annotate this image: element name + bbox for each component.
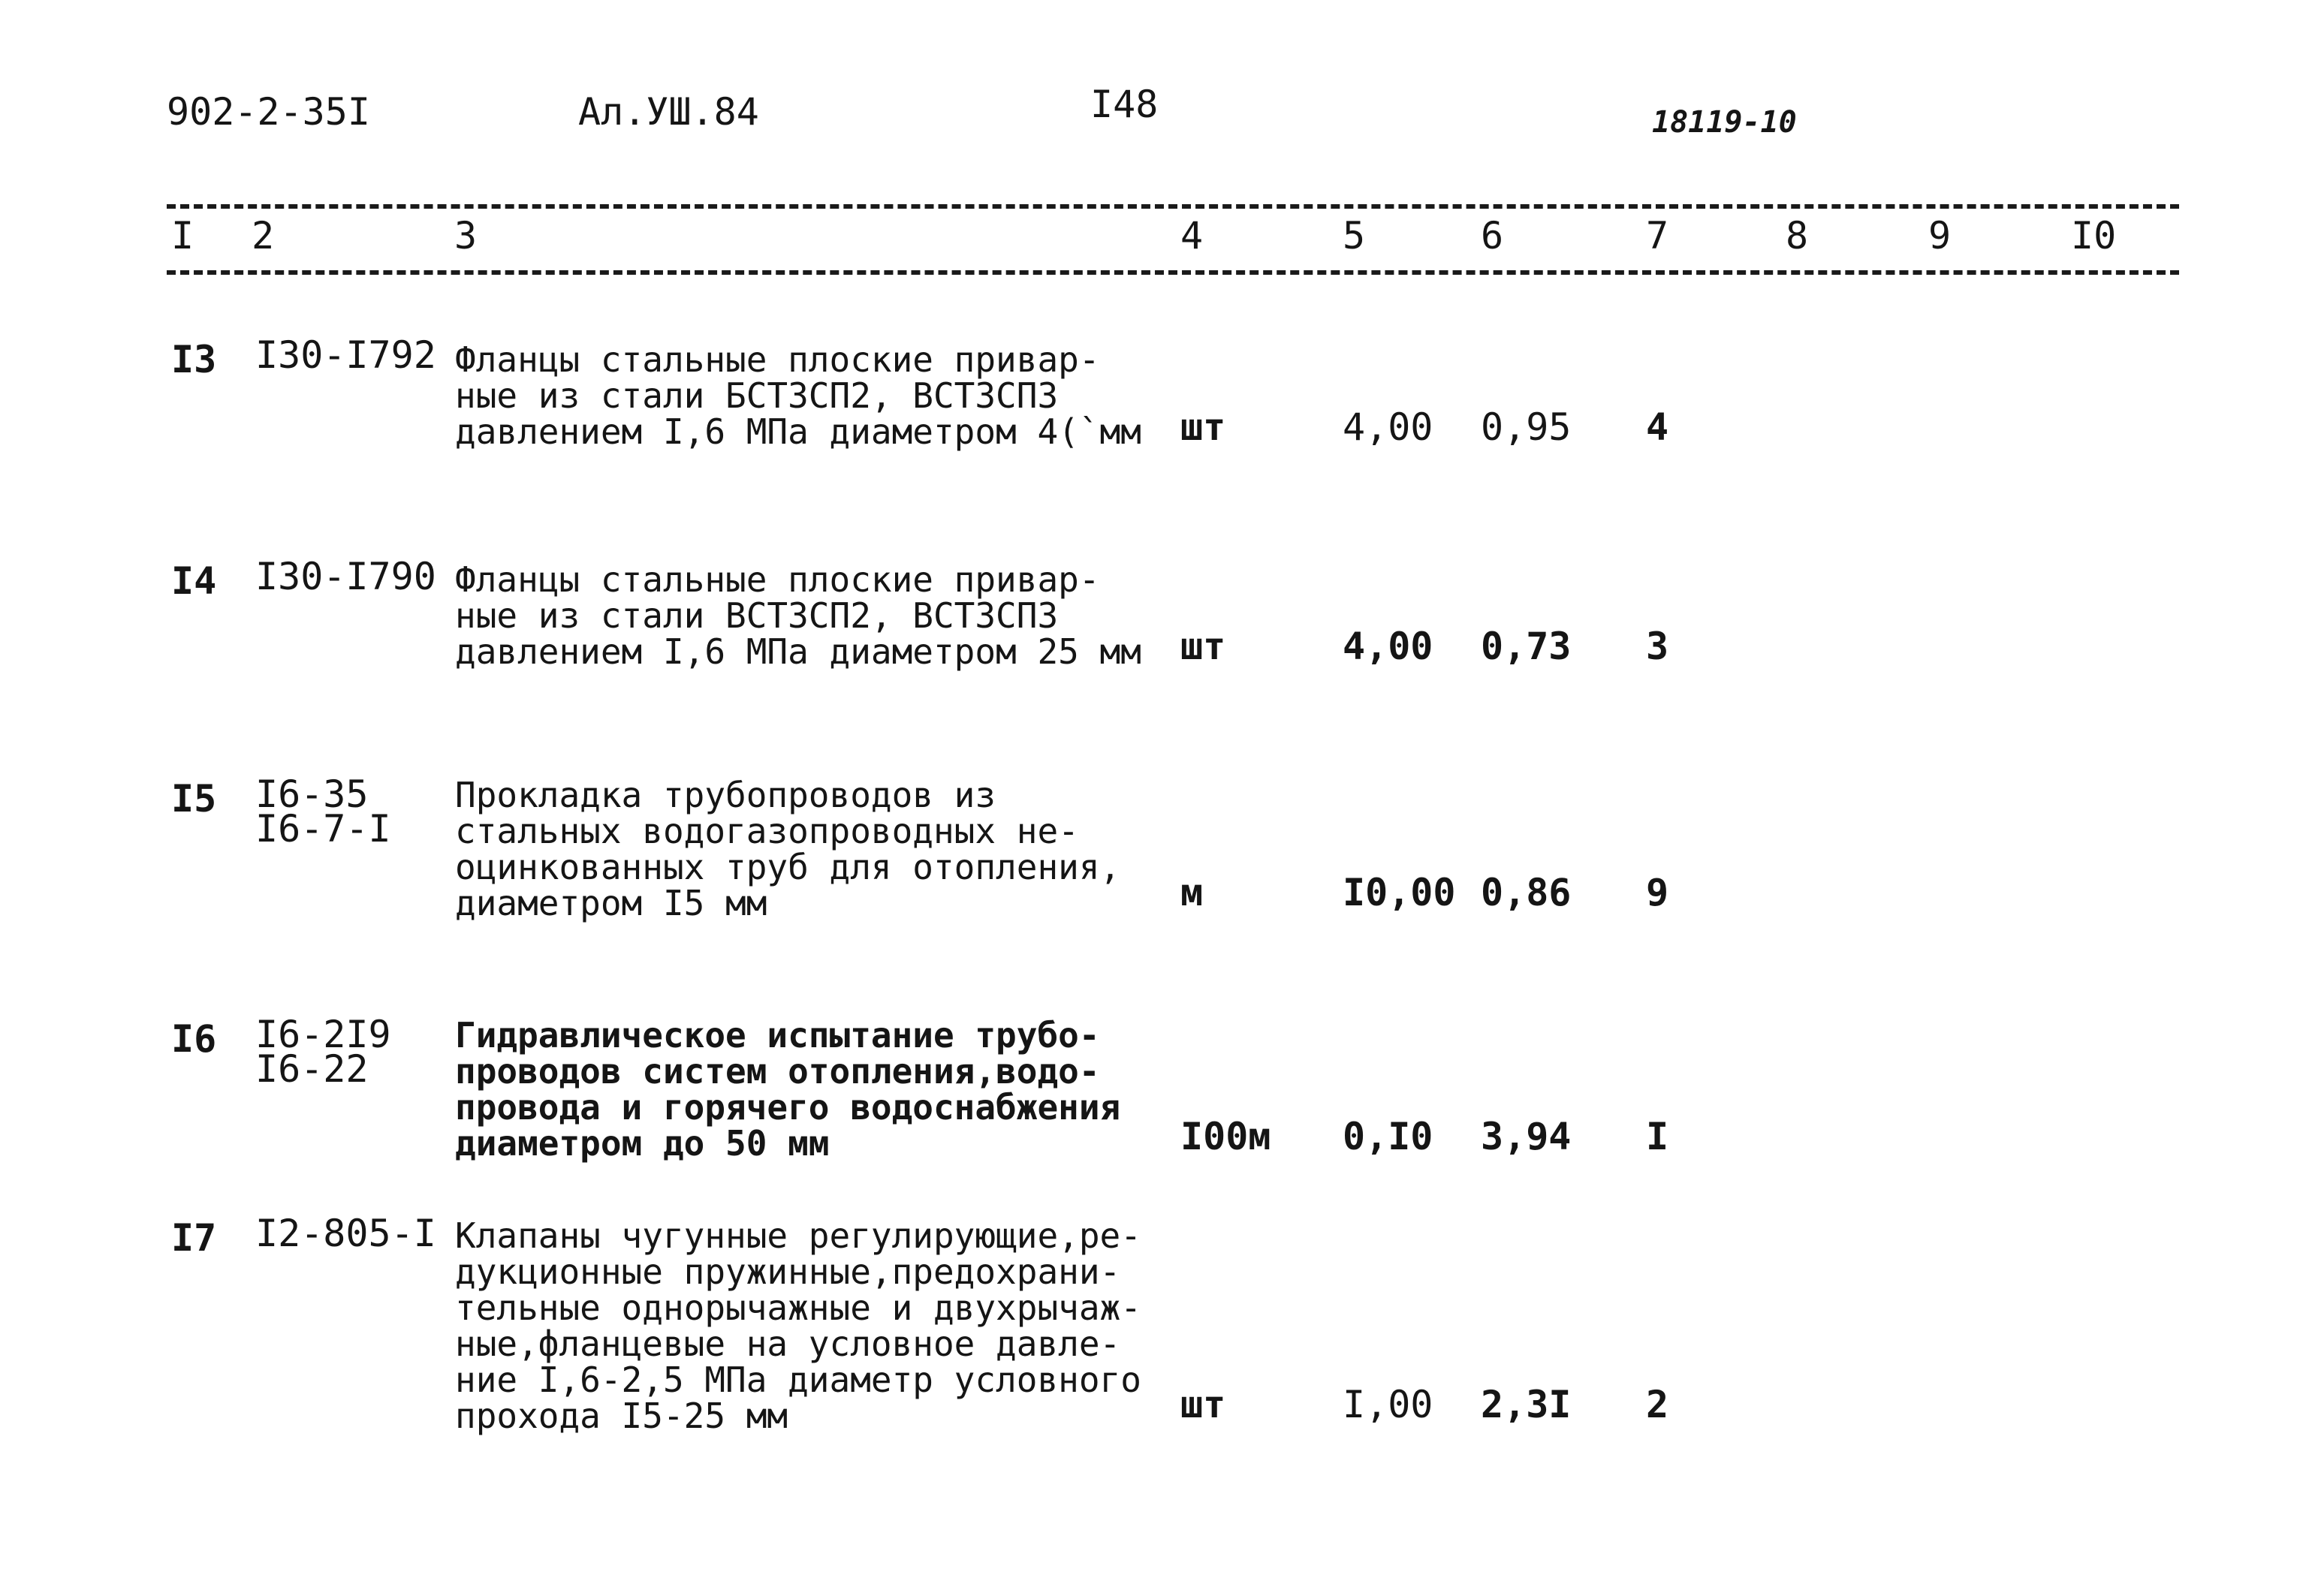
quantity: 4,00	[1343, 625, 1433, 668]
item-description: Гидравлическое испытание трубо- проводов систем отопления,водо- провода и горячего водоснабжения диаметром до 50 мм	[455, 1015, 1121, 1164]
item-description: Клапаны чугунные регулирующие,ре- дукционные пружинные,предохрани- тельные однорычажные и двухрычаж- ные,фланцевые на условное давле- ние I,6-2,5 МПа диаметр условного прохода I5-25 мм	[455, 1215, 1141, 1436]
unit-of-measure: шт	[1180, 625, 1226, 668]
column-number: 7	[1646, 214, 1669, 257]
column-7-value: I	[1646, 1115, 1669, 1158]
estimate-code: I2-805-I	[255, 1212, 436, 1255]
album-reference: Ал.УШ.84	[578, 90, 759, 134]
row-number: I7	[171, 1216, 217, 1260]
column-number: 2	[252, 214, 275, 257]
quantity: 0,I0	[1343, 1115, 1433, 1158]
column-number: I0	[2071, 214, 2117, 257]
quantity: 4,00	[1343, 405, 1433, 449]
estimate-code: I30-I790	[255, 555, 436, 598]
unit-value: 3,94	[1481, 1115, 1572, 1158]
row-number: I4	[171, 559, 217, 603]
unit-value: 2,3I	[1481, 1383, 1572, 1426]
column-7-value: 9	[1646, 871, 1669, 914]
estimate-code: I30-I792	[255, 333, 436, 377]
estimate-code: I6-35 I6-7-I	[255, 772, 391, 851]
estimate-code: I6-2I9 I6-22	[255, 1013, 391, 1091]
column-number: I	[171, 214, 194, 257]
header-dashed-rule	[167, 270, 2179, 275]
row-number: I5	[171, 777, 217, 821]
quantity: I0,00	[1343, 871, 1456, 914]
column-7-value: 4	[1646, 405, 1669, 449]
item-description: Фланцы стальные плоские привар- ные из стали ВСТ3СП2, ВСТ3СП3 давлением I,6 МПа диаметром 25 мм	[455, 559, 1141, 672]
row-number: I6	[171, 1017, 217, 1061]
item-description: Прокладка трубопроводов из стальных водогазопроводных не- оцинкованных труб для отопления, диаметром I5 мм	[455, 775, 1121, 923]
unit-of-measure: м	[1180, 871, 1204, 914]
unit-of-measure: шт	[1180, 1383, 1226, 1426]
column-number: 3	[454, 214, 478, 257]
unit-value: 0,86	[1481, 871, 1572, 914]
column-number: 4	[1180, 214, 1204, 257]
unit-of-measure: шт	[1180, 405, 1226, 449]
top-dashed-rule	[167, 204, 2179, 209]
unit-value: 0,73	[1481, 625, 1572, 668]
row-number: I3	[171, 338, 217, 381]
page-number: I48	[1090, 83, 1159, 126]
unit-of-measure: I00м	[1180, 1115, 1271, 1158]
quantity: I,00	[1343, 1383, 1433, 1426]
column-number: 6	[1481, 214, 1504, 257]
document-code: 902-2-35I	[167, 90, 370, 134]
unit-value: 0,95	[1481, 405, 1572, 449]
column-7-value: 3	[1646, 625, 1669, 668]
column-number: 8	[1786, 214, 1809, 257]
column-number: 9	[1928, 214, 1952, 257]
item-description: Фланцы стальные плоские привар- ные из стали БСТ3СП2, ВСТ3СП3 давлением I,6 МПа диаметром 4(`мм	[455, 339, 1141, 452]
column-number: 5	[1343, 214, 1366, 257]
column-7-value: 2	[1646, 1383, 1669, 1426]
handwritten-stamp: 18119-10	[1652, 105, 1797, 140]
